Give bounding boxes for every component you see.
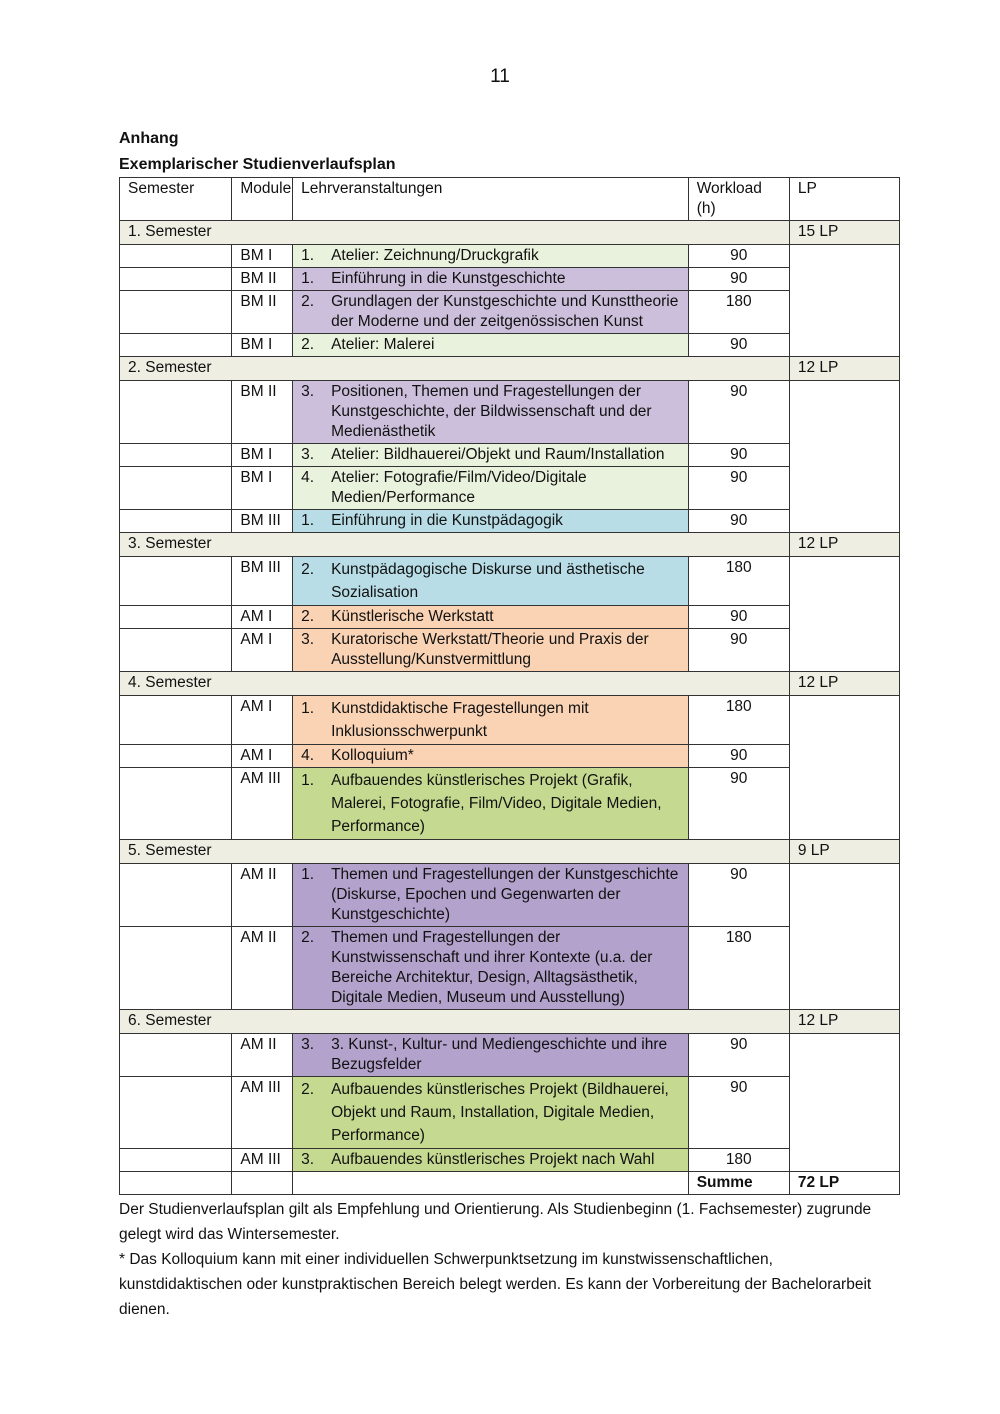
module-cell: BM II — [232, 268, 293, 291]
semester-lp: 12 LP — [789, 357, 899, 381]
header-semester: Semester — [120, 178, 232, 221]
workload-cell: 180 — [688, 696, 789, 745]
module-cell: AM I — [232, 745, 293, 768]
course-title: Kunstdidaktische Fragestellungen mit Inklusionsschwerpunkt — [331, 700, 589, 740]
course-cell — [293, 745, 689, 768]
course-title: Künstlerische Werkstatt — [331, 608, 494, 625]
table-row — [120, 629, 900, 672]
course-cell — [293, 864, 689, 927]
course-cell — [293, 927, 689, 1010]
course-cell — [293, 467, 689, 510]
module-cell: AM III — [232, 1077, 293, 1149]
course-cell — [293, 381, 689, 444]
module-cell: BM III — [232, 557, 293, 606]
course-number: 1. — [301, 270, 315, 287]
course-title: Grundlagen der Kunstgeschichte und Kunsttheorie der Moderne und der zeitgenössischen Kunst — [331, 293, 679, 330]
course-cell — [293, 696, 689, 745]
semester-label: 2. Semester — [120, 357, 790, 381]
course-number: 2. — [301, 608, 315, 625]
course-cell — [293, 1077, 689, 1149]
study-plan-title: Exemplarischer Studienverlaufsplan — [119, 156, 396, 173]
course-title: Positionen, Themen und Fragestellungen der Kunstgeschichte, der Bildwissenschaft und der Medienästhetik — [331, 383, 652, 440]
course-cell — [293, 334, 689, 357]
semester-lp: 12 LP — [789, 533, 899, 557]
table-row — [120, 381, 900, 444]
course-number: 3. — [301, 1151, 315, 1168]
workload-cell: 90 — [688, 334, 789, 357]
semester-lp: 12 LP — [789, 1010, 899, 1034]
module-cell: AM III — [232, 1149, 293, 1172]
header-lehrveranstaltungen: Lehrveranstaltungen — [293, 178, 689, 221]
table-row — [120, 444, 900, 467]
course-number: 3. — [301, 631, 315, 648]
table-row — [120, 606, 900, 629]
course-title: Atelier: Fotografie/Film/Video/Digitale Medien/Performance — [331, 469, 587, 506]
table-row — [120, 245, 900, 268]
module-cell: AM II — [232, 927, 293, 1010]
table-row — [120, 768, 900, 840]
sum-lp: 72 LP — [789, 1172, 899, 1195]
course-cell — [293, 557, 689, 606]
module-cell: BM I — [232, 467, 293, 510]
study-plan-table — [119, 177, 900, 1195]
course-title: Kuratorische Werkstatt/Theorie und Praxis der Ausstellung/Kunstvermittlung — [331, 631, 649, 668]
semester-label: 3. Semester — [120, 533, 790, 557]
table-row — [120, 745, 900, 768]
table-row — [120, 696, 900, 745]
semester-label: 5. Semester — [120, 840, 790, 864]
table-row — [120, 1034, 900, 1077]
course-cell — [293, 510, 689, 533]
sum-row — [120, 1172, 900, 1195]
table-row — [120, 291, 900, 334]
semester-label: 1. Semester — [120, 221, 790, 245]
workload-cell: 180 — [688, 291, 789, 334]
header-module: Module — [232, 178, 293, 221]
course-title: Aufbauendes künstlerisches Projekt (Grafik, Malerei, Fotografie, Film/Video, Digitale Medien, Performance) — [331, 772, 662, 835]
course-number: 1. — [301, 247, 315, 264]
workload-cell: 180 — [688, 927, 789, 1010]
semester-lp: 9 LP — [789, 840, 899, 864]
workload-cell: 180 — [688, 557, 789, 606]
workload-cell: 90 — [688, 1077, 789, 1149]
semester-row — [120, 840, 900, 864]
workload-cell: 90 — [688, 444, 789, 467]
course-title: Aufbauendes künstlerisches Projekt nach Wahl — [331, 1151, 655, 1168]
semester-row — [120, 533, 900, 557]
footnote-kolloquium: * Das Kolloquium kann mit einer individuellen Schwerpunktsetzung im kunstwissenschaftlichen, kunstdidaktischen oder kunstpraktischen Bereich belegt werden. Es kann der Vorbereitung der Bachelorarbeit dienen. — [119, 1251, 872, 1318]
module-cell: AM I — [232, 696, 293, 745]
workload-cell: 90 — [688, 381, 789, 444]
course-number: 3. — [301, 383, 315, 400]
course-title: Atelier: Bildhauerei/Objekt und Raum/Installation — [331, 446, 665, 463]
workload-cell: 180 — [688, 1149, 789, 1172]
module-cell: BM III — [232, 510, 293, 533]
course-number: 1. — [301, 512, 315, 529]
workload-cell: 90 — [688, 467, 789, 510]
table-row — [120, 1149, 900, 1172]
course-number: 4. — [301, 747, 315, 764]
course-cell — [293, 1149, 689, 1172]
workload-cell: 90 — [688, 629, 789, 672]
course-title: Kolloquium* — [331, 747, 414, 764]
course-title: Aufbauendes künstlerisches Projekt (Bildhauerei, Objekt und Raum, Installation, Digitale Medien, Performance) — [331, 1081, 669, 1144]
semester-lp: 15 LP — [789, 221, 899, 245]
course-title: 3. Kunst-, Kultur- und Mediengeschichte und ihre Bezugsfelder — [331, 1036, 668, 1073]
workload-cell: 90 — [688, 768, 789, 840]
module-cell: AM II — [232, 864, 293, 927]
module-cell: BM II — [232, 381, 293, 444]
page-number: 11 — [490, 66, 510, 87]
workload-cell: 90 — [688, 745, 789, 768]
course-cell — [293, 629, 689, 672]
module-cell: AM I — [232, 629, 293, 672]
course-number: 2. — [301, 561, 315, 578]
course-number: 1. — [301, 772, 315, 789]
course-number: 4. — [301, 469, 315, 486]
semester-label: 4. Semester — [120, 672, 790, 696]
table-row — [120, 1077, 900, 1149]
table-row — [120, 557, 900, 606]
module-cell: AM II — [232, 1034, 293, 1077]
module-cell: BM I — [232, 444, 293, 467]
workload-cell: 90 — [688, 606, 789, 629]
table-header-row — [120, 178, 900, 221]
course-title: Atelier: Zeichnung/Druckgrafik — [331, 247, 539, 264]
table-row — [120, 334, 900, 357]
table-row — [120, 927, 900, 1010]
course-title: Atelier: Malerei — [331, 336, 435, 353]
course-title: Einführung in die Kunstpädagogik — [331, 512, 563, 529]
table-row — [120, 268, 900, 291]
course-cell — [293, 768, 689, 840]
appendix-heading: Anhang — [119, 130, 179, 147]
workload-cell: 90 — [688, 245, 789, 268]
course-cell — [293, 606, 689, 629]
workload-cell: 90 — [688, 1034, 789, 1077]
workload-cell: 90 — [688, 864, 789, 927]
course-number: 2. — [301, 336, 315, 353]
module-cell: BM I — [232, 245, 293, 268]
workload-cell: 90 — [688, 510, 789, 533]
footnote-recommendation: Der Studienverlaufsplan gilt als Empfehlung und Orientierung. Als Studienbeginn (1. Fachsemester) zugrunde gelegt wird das Wintersemester. — [119, 1201, 872, 1243]
course-number: 3. — [301, 1036, 315, 1053]
course-number: 2. — [301, 929, 315, 946]
course-number: 1. — [301, 700, 315, 717]
table-row — [120, 467, 900, 510]
semester-row — [120, 1010, 900, 1034]
course-cell — [293, 245, 689, 268]
module-cell: AM I — [232, 606, 293, 629]
module-cell: AM III — [232, 768, 293, 840]
semester-row — [120, 672, 900, 696]
semester-row — [120, 221, 900, 245]
course-number: 1. — [301, 866, 315, 883]
course-cell — [293, 291, 689, 334]
course-title: Einführung in die Kunstgeschichte — [331, 270, 566, 287]
semester-label: 6. Semester — [120, 1010, 790, 1034]
course-number: 3. — [301, 446, 315, 463]
course-cell — [293, 444, 689, 467]
course-title: Themen und Fragestellungen der Kunstwissenschaft und ihrer Kontexte (u.a. der Bereiche Architektur, Design, Alltagsästhetik, Digitale Medien, Museum und Ausstellung) — [331, 929, 653, 1006]
course-title: Kunstpädagogische Diskurse und ästhetische Sozialisation — [331, 561, 645, 601]
course-title: Themen und Fragestellungen der Kunstgeschichte (Diskurse, Epochen und Gegenwarten der Kunstgeschichte) — [331, 866, 679, 923]
table-row — [120, 864, 900, 927]
header-workload: Workload (h) — [688, 178, 789, 221]
semester-lp: 12 LP — [789, 672, 899, 696]
module-cell: BM II — [232, 291, 293, 334]
sum-label: Summe — [688, 1172, 789, 1195]
course-cell — [293, 268, 689, 291]
table-row — [120, 510, 900, 533]
course-cell — [293, 1034, 689, 1077]
module-cell: BM I — [232, 334, 293, 357]
semester-row — [120, 357, 900, 381]
workload-cell: 90 — [688, 268, 789, 291]
header-lp: LP — [789, 178, 899, 221]
course-number: 2. — [301, 293, 315, 310]
course-number: 2. — [301, 1081, 315, 1098]
